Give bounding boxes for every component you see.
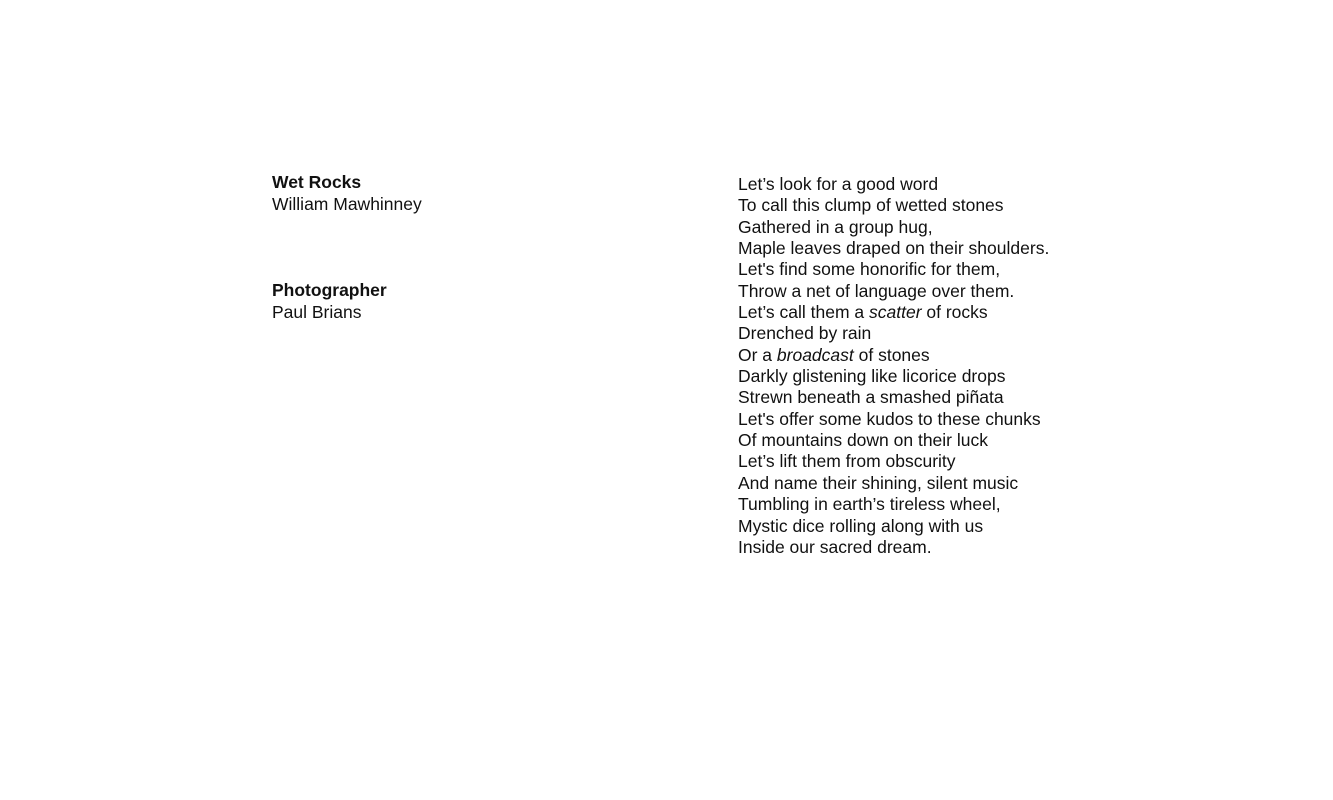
poem-line-text: Tumbling in earth’s tireless wheel, — [738, 494, 1001, 515]
title-block — [272, 171, 422, 215]
poem-line-text: Gathered in a group hug, — [738, 216, 933, 237]
poem-line — [738, 323, 1049, 344]
poem-line-text: Strewn beneath a smashed piñata — [738, 387, 1004, 408]
poem-line-text: Let’s look for a good word — [738, 174, 939, 194]
poem-body — [738, 174, 1049, 558]
poem-line — [738, 259, 1049, 280]
poem-line-emphasis: scatter — [869, 302, 922, 323]
poem-line-text: And name their shining, silent music — [738, 472, 1019, 493]
poem-line — [738, 387, 1049, 408]
poem-line — [738, 366, 1049, 387]
poem-line-text: Or a — [738, 344, 777, 365]
poem-line — [738, 238, 1049, 259]
poem-line-text: Throw a net of language over them. — [738, 280, 1015, 301]
poem-line-text: Let’s call them a — [738, 302, 869, 323]
poem-title: Wet Rocks — [272, 172, 362, 192]
poem-line — [738, 195, 1049, 216]
poem-line-text: Mystic dice rolling along with us — [738, 515, 984, 536]
poem-line — [738, 345, 1049, 366]
poem-line-text: Let's offer some kudos to these chunks — [738, 408, 1041, 429]
poem-line-text: To call this clump of wetted stones — [738, 195, 1004, 216]
poem-line — [738, 217, 1049, 238]
poem-line — [738, 302, 1049, 323]
poem-line-text: Let's find some honorific for them, — [738, 259, 1001, 280]
poem-line-text: Let’s lift them from obscurity — [738, 451, 956, 472]
poem-line-text: Inside our sacred dream. — [738, 536, 932, 557]
photographer-heading: Photographer — [272, 280, 387, 300]
poem-line — [738, 473, 1049, 494]
poem-line-text: Drenched by rain — [738, 323, 872, 344]
photographer-name: Paul Brians — [272, 302, 362, 322]
poem-line — [738, 537, 1049, 558]
poem-line — [738, 409, 1049, 430]
poem-line — [738, 281, 1049, 302]
author-name: William Mawhinney — [272, 194, 422, 214]
poem-line — [738, 174, 1049, 195]
poem-line-emphasis: broadcast — [776, 344, 854, 365]
poem-line — [738, 451, 1049, 472]
poem-line-text: Of mountains down on their luck — [738, 430, 988, 451]
poem-line — [738, 494, 1049, 515]
poem-line-text: Maple leaves draped on their shoulders. — [738, 238, 1050, 259]
poem-line-text: Darkly glistening like licorice drops — [738, 366, 1006, 387]
photographer-block — [272, 279, 422, 323]
poem-line-text-end: of rocks — [921, 302, 988, 323]
credits-column — [272, 171, 422, 323]
poem-line — [738, 430, 1049, 451]
poem-line — [738, 516, 1049, 537]
poem-line-text-end: of stones — [853, 344, 930, 365]
